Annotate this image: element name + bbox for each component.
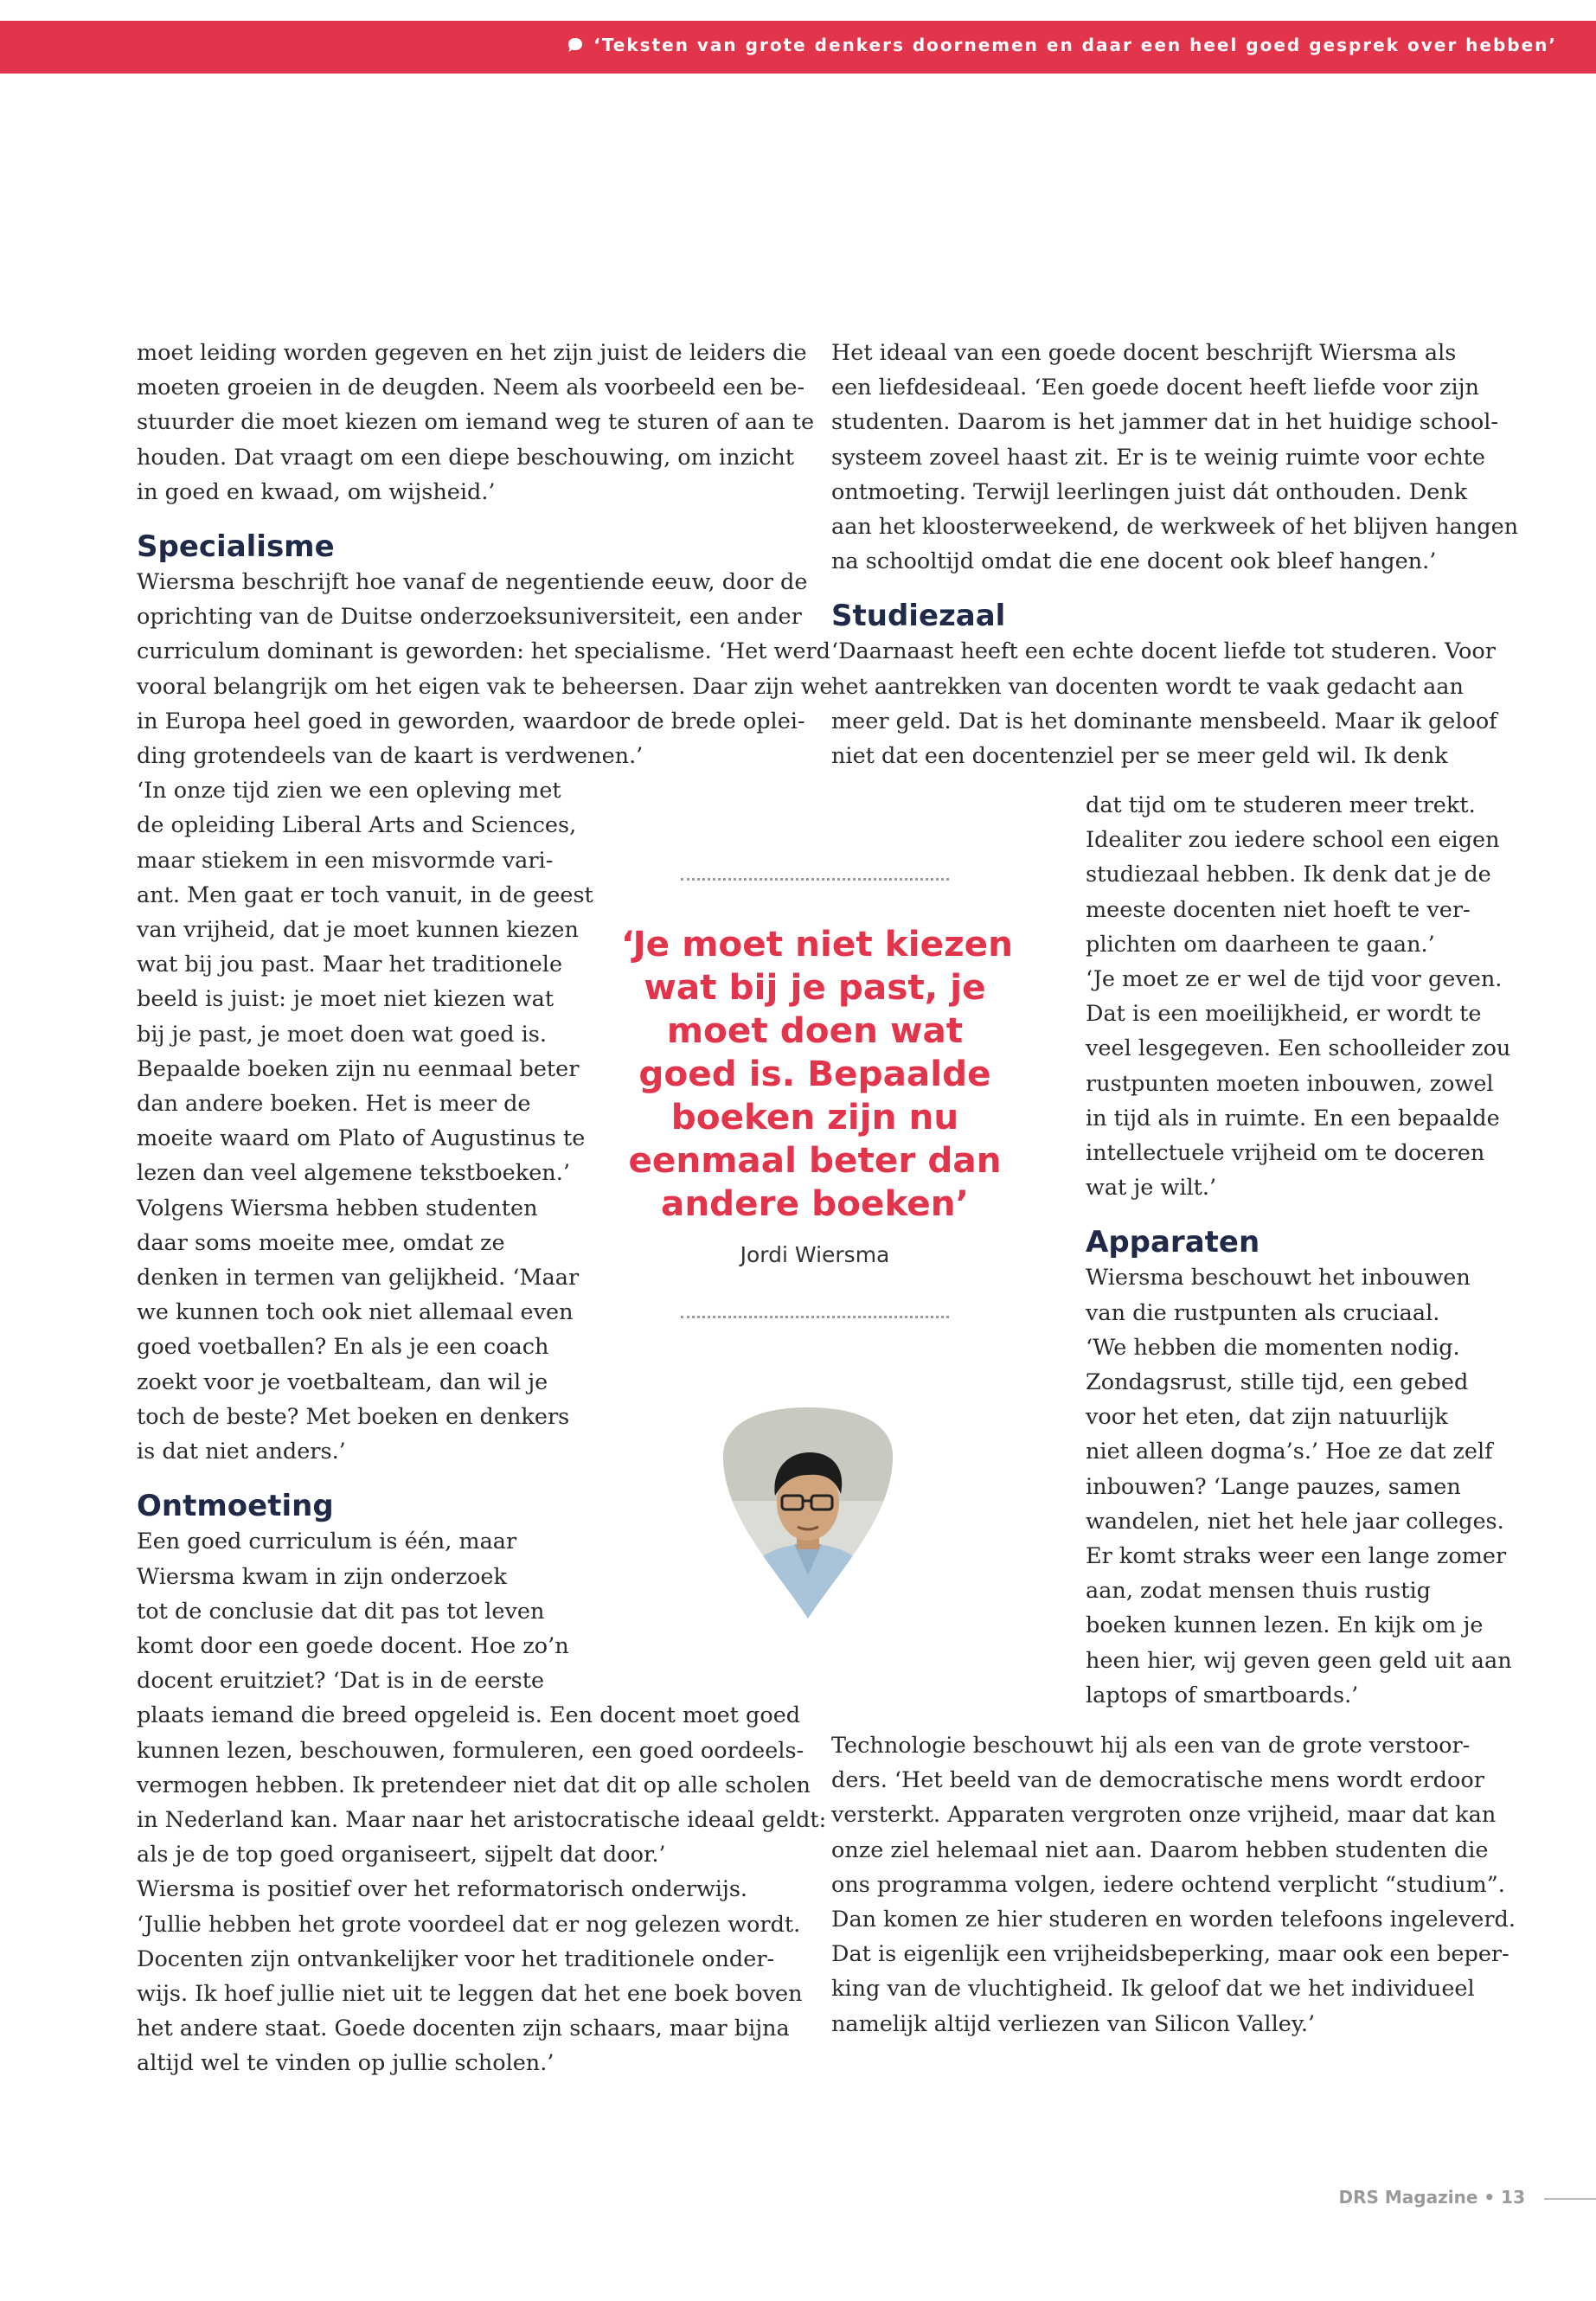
quote-divider-bottom [681, 1316, 949, 1318]
magazine-name: DRS Magazine [1338, 2187, 1478, 2208]
body-line: ‘Daarnaast heeft een echte docent liefde tot studeren. Voor [831, 638, 1496, 665]
section-heading: Ontmoeting [137, 1489, 334, 1524]
header-bar [0, 21, 1596, 74]
body-line: bij je past, je moet doen wat goed is. [137, 1021, 547, 1048]
body-line: wijs. Ik hoef jullie niet uit te leggen dat het ene boek boven [137, 1980, 803, 2007]
body-line: van die rustpunten als cruciaal. [1086, 1299, 1440, 1326]
body-line: denken in termen van gelijkheid. ‘Maar [137, 1265, 580, 1292]
body-line: Een goed curriculum is één, maar [137, 1529, 517, 1555]
body-line: is dat niet anders.’ [137, 1439, 346, 1465]
body-line: het aantrekken van docenten wordt te vaak gedacht aan [831, 673, 1464, 700]
body-line: voor het eten, dat zijn natuurlijk [1086, 1404, 1448, 1431]
body-line: na schooltijd omdat die ene docent ook bleef hangen.’ [831, 548, 1437, 575]
body-line: kunnen lezen, beschouwen, formuleren, een goed oordeels- [137, 1737, 804, 1764]
body-line: lezen dan veel algemene tekstboeken.’ [137, 1160, 570, 1187]
running-title [567, 35, 1557, 55]
body-line: systeem zoveel haast zit. Er is te weinig ruimte voor echte [831, 444, 1485, 471]
body-line: niet alleen dogma’s.’ Hoe ze dat zelf [1086, 1439, 1493, 1465]
body-line: daar soms moeite mee, omdat ze [137, 1229, 505, 1256]
body-line: zoekt voor je voetbalteam, dan wil je [137, 1368, 548, 1395]
author-portrait [721, 1406, 894, 1620]
body-line: Het ideaal van een goede docent beschrijft Wiersma als [831, 340, 1457, 366]
section-heading: Specialisme [137, 529, 335, 565]
body-line: van vrijheid, dat je moet kunnen kiezen [137, 917, 579, 944]
body-line: ‘Je moet ze er wel de tijd voor geven. [1086, 966, 1503, 993]
body-line: heen hier, wij geven geen geld uit aan [1086, 1647, 1512, 1674]
body-line: Dat is een moeilijkheid, er wordt te [1086, 1001, 1482, 1028]
pull-quote-author: Jordi Wiersma [740, 1242, 890, 1267]
body-line: ‘We hebben die momenten nodig. [1086, 1334, 1460, 1361]
pull-quote-line: goed is. Bepaalde [638, 1053, 991, 1094]
body-line: veel lesgegeven. Een schoolleider zou [1086, 1035, 1511, 1062]
body-line: beeld is juist: je moet niet kiezen wat [137, 986, 554, 1013]
pull-quote-line: wat bij je past, je [644, 966, 986, 1008]
body-line: de opleiding Liberal Arts and Sciences, [137, 812, 577, 839]
pull-quote-line: andere boeken’ [661, 1183, 969, 1224]
body-line: studiezaal hebben. Ik denk dat je de [1086, 862, 1491, 888]
page-footer [1339, 2187, 1596, 2208]
speech-bubble-icon [567, 37, 583, 53]
body-line: niet dat een docentenziel per se meer geld wil. Ik denk [831, 743, 1448, 770]
body-line: Volgens Wiersma hebben studenten [137, 1195, 538, 1221]
body-line: moeten groeien in de deugden. Neem als voorbeeld een be- [137, 375, 805, 401]
body-line: in Nederland kan. Maar naar het aristocratische ideaal geldt: [137, 1806, 827, 1833]
section-heading: Studiezaal [831, 599, 1006, 634]
body-line: Bepaalde boeken zijn nu eenmaal beter [137, 1055, 580, 1082]
body-line: meer geld. Dat is het dominante mensbeeld. Maar ik geloof [831, 708, 1497, 734]
body-line: meeste docenten niet hoeft te ver- [1086, 896, 1471, 923]
body-line: Wiersma beschrijft hoe vanaf de negentiende eeuw, door de [137, 569, 808, 596]
body-line: stuurder die moet kiezen om iemand weg te sturen of aan te [137, 409, 815, 436]
quote-divider-top [681, 878, 949, 881]
body-line: vooral belangrijk om het eigen vak te beheersen. Daar zijn we [137, 673, 833, 700]
body-line: Wiersma beschouwt het inbouwen [1086, 1265, 1471, 1292]
body-line: ontmoeting. Terwijl leerlingen juist dát onthouden. Denk [831, 478, 1468, 505]
body-line: het andere staat. Goede docenten zijn schaars, maar bijna [137, 2016, 790, 2042]
pull-quote-line: moet doen wat [666, 1009, 964, 1051]
body-line: dat tijd om te studeren meer trekt. [1086, 792, 1476, 818]
body-line: ‘In onze tijd zien we een opleving met [137, 778, 561, 804]
body-line: aan, zodat mensen thuis rustig [1086, 1578, 1431, 1605]
body-line: altijd wel te vinden op jullie scholen.’ [137, 2050, 554, 2077]
footer-separator: • [1484, 2187, 1496, 2208]
body-line: aan het kloosterweekend, de werkweek of het blijven hangen [831, 514, 1519, 541]
body-line: plaats iemand die breed opgeleid is. Een docent moet goed [137, 1702, 801, 1729]
body-line: Dat is eigenlijk een vrijheidsbeperking, maar ook een beper- [831, 1941, 1509, 1968]
body-line: wat bij jou past. Maar het traditionele [137, 952, 563, 978]
pull-quote [621, 878, 1013, 1318]
body-line: vermogen hebben. Ik pretendeer niet dat dit op alle scholen [137, 1772, 811, 1798]
running-title-text: ‘Teksten van grote denkers doornemen en daar een heel goed gesprek over hebben’ [593, 35, 1557, 55]
body-line: toch de beste? Met boeken en denkers [137, 1403, 570, 1430]
pull-quote-text [621, 922, 1013, 1225]
body-line: curriculum dominant is geworden: het specialisme. ‘Het werd [137, 638, 830, 665]
body-line: tot de conclusie dat dit pas tot leven [137, 1598, 545, 1625]
body-line: goed voetballen? En als je een coach [137, 1334, 549, 1361]
pull-quote-line: boeken zijn nu [670, 1096, 959, 1138]
body-line: Zondagsrust, stille tijd, een gebed [1086, 1369, 1469, 1396]
body-line: intellectuele vrijheid om te doceren [1086, 1140, 1485, 1167]
body-line: dan andere boeken. Het is meer de [137, 1091, 531, 1118]
body-line: een liefdesideaal. ‘Een goede docent heeft liefde voor zijn [831, 375, 1479, 401]
body-line: studenten. Daarom is het jammer dat in het huidige school- [831, 409, 1499, 436]
body-line: onze ziel helemaal niet aan. Daarom hebben studenten die [831, 1836, 1489, 1863]
body-line: als je de top goed organiseert, sijpelt dat door.’ [137, 1842, 666, 1868]
body-line: ant. Men gaat er toch vanuit, in de geest [137, 881, 593, 908]
pull-quote-line: eenmaal beter dan [628, 1139, 1002, 1181]
body-line: oprichting van de Duitse onderzoeksuniversiteit, een ander [137, 604, 802, 631]
body-line: komt door een goede docent. Hoe zo’n [137, 1632, 569, 1659]
right-column-narrow [1086, 788, 1518, 1713]
body-line: namelijk altijd verliezen van Silicon Valley.’ [831, 2010, 1316, 2037]
body-line: houden. Dat vraagt om een diepe beschouwing, om inzicht [137, 444, 795, 471]
body-line: moeite waard om Plato of Augustinus te [137, 1125, 586, 1152]
body-line: laptops of smartboards.’ [1086, 1682, 1359, 1708]
body-line: moet leiding worden gegeven en het zijn juist de leiders die [137, 340, 807, 366]
body-line: Idealiter zou iedere school een eigen [1086, 827, 1500, 854]
section-heading: Apparaten [1086, 1225, 1260, 1260]
body-line: Technologie beschouwt hij als een van de grote verstoor- [831, 1733, 1471, 1759]
body-line: Wiersma is positief over het reformatorisch onderwijs. [137, 1876, 748, 1903]
body-line: inbouwen? ‘Lange pauzes, samen [1086, 1473, 1461, 1500]
body-line: ‘Jullie hebben het grote voordeel dat er nog gelezen wordt. [137, 1911, 801, 1938]
body-line: Wiersma kwam in zijn onderzoek [137, 1563, 507, 1590]
body-line: maar stiekem in een misvormde vari- [137, 847, 554, 874]
page-number: 13 [1501, 2187, 1525, 2208]
body-line: ding grotendeels van de kaart is verdwenen.’ [137, 743, 644, 770]
body-line: boeken kunnen lezen. En kijk om je [1086, 1612, 1484, 1639]
body-line: we kunnen toch ook niet allemaal even [137, 1299, 574, 1326]
footer-rule [1544, 2198, 1596, 2200]
pull-quote-line: ‘Je moet niet kiezen [621, 923, 1013, 965]
right-column-bottom [831, 1728, 1523, 2041]
body-line: Dan komen ze hier studeren en worden telefoons ingeleverd. [831, 1907, 1516, 1933]
body-line: in tijd als in ruimte. En een bepaalde [1086, 1105, 1500, 1131]
body-line: in goed en kwaad, om wijsheid.’ [137, 478, 496, 505]
body-line: Er komt straks weer een lange zomer [1086, 1543, 1507, 1570]
body-line: rustpunten moeten inbouwen, zowel [1086, 1070, 1494, 1097]
body-line: docent eruitziet? ‘Dat is in de eerste [137, 1668, 545, 1695]
body-line: plichten om daarheen te gaan.’ [1086, 931, 1435, 958]
body-line: versterkt. Apparaten vergroten onze vrijheid, maar dat kan [831, 1802, 1497, 1829]
body-line: ders. ‘Het beeld van de democratische mens wordt erdoor [831, 1767, 1484, 1794]
body-line: wandelen, niet het hele jaar colleges. [1086, 1508, 1504, 1535]
body-line: wat je wilt.’ [1086, 1175, 1217, 1202]
body-line: in Europa heel goed in geworden, waardoor de brede oplei- [137, 708, 805, 734]
right-column-top [831, 336, 1523, 773]
body-line: Docenten zijn ontvankelijker voor het traditionele onder- [137, 1945, 775, 1972]
body-line: king van de vluchtigheid. Ik geloof dat we het individueel [831, 1976, 1475, 2003]
body-line: ons programma volgen, iedere ochtend verplicht “studium”. [831, 1871, 1505, 1898]
